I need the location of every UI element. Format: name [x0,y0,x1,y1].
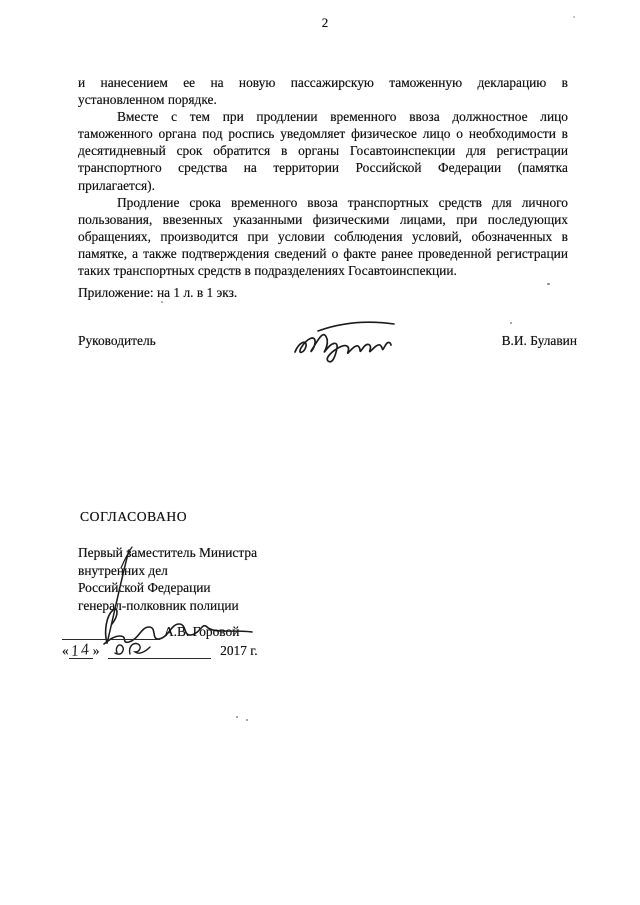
scan-speck [510,322,512,324]
approver-name: А.В. Горовой [164,624,240,639]
paragraph-line: и нанесением ее на новую пассажирскую таможенную декларацию в [78,75,568,90]
scan-speck [573,16,575,18]
scan-speck [246,719,248,721]
director-signature-icon [288,314,398,368]
handwritten-day: 14 [69,640,92,661]
director-title: Руководитель [78,333,156,348]
attachment-note: Приложение: на 1 л. в 1 экз. [78,285,238,300]
paragraph-line: пользования, ввезенных указанными физическими лицами, при последующих [78,211,568,227]
approved-heading: СОГЛАСОВАНО [80,509,188,524]
paragraph-line: десятидневный срок обратится в органы Госавтоинспекции для регистрации [78,143,568,159]
paragraph-line: транспортного средства на территории Российской Федерации (памятка [78,160,568,176]
paragraph-line: установленном порядке. [78,92,217,108]
paragraph-line: памятке, а также подтверждения сведений о факте ранее проведенной регистрации [78,245,568,261]
day-line [69,640,93,661]
director-name: В.И. Булавин [501,333,577,348]
quote-close: » [92,643,100,658]
quote-open: « [62,643,69,658]
year-label: 2017 г. [220,643,258,658]
scan-speck [161,301,163,303]
handwritten-month-scribble [113,641,155,659]
scan-speck [547,283,550,285]
paragraph-line: обращениях, производится при условии соблюдения условий, обозначенных в [78,228,568,244]
approver-position-line: Первый заместитель Министра [78,545,258,560]
date-row [62,640,258,661]
approver-position-line: внутренних дел [78,562,168,578]
approver-position-line: генерал-полковник полиции [78,597,239,613]
page-number: 2 [321,15,329,30]
approver-position-line: Российской Федерации [78,580,211,596]
paragraph-line: прилагается). [78,177,155,193]
paragraph-line: Вместе с тем при продлении временного ввоза должностное лицо [117,109,568,125]
scan-speck [236,716,238,718]
body-text [78,74,568,279]
signature-line [62,626,160,640]
paragraph-line: таможенного органа под роспись уведомляет физическое лицо о необходимости в [78,126,568,142]
paragraph-line: таких транспортных средств в подразделениях Госавтоинспекции. [78,263,457,279]
signature-line-row [62,624,239,638]
paragraph-line: Продление срока временного ввоза транспортных средств для личного [117,194,568,210]
